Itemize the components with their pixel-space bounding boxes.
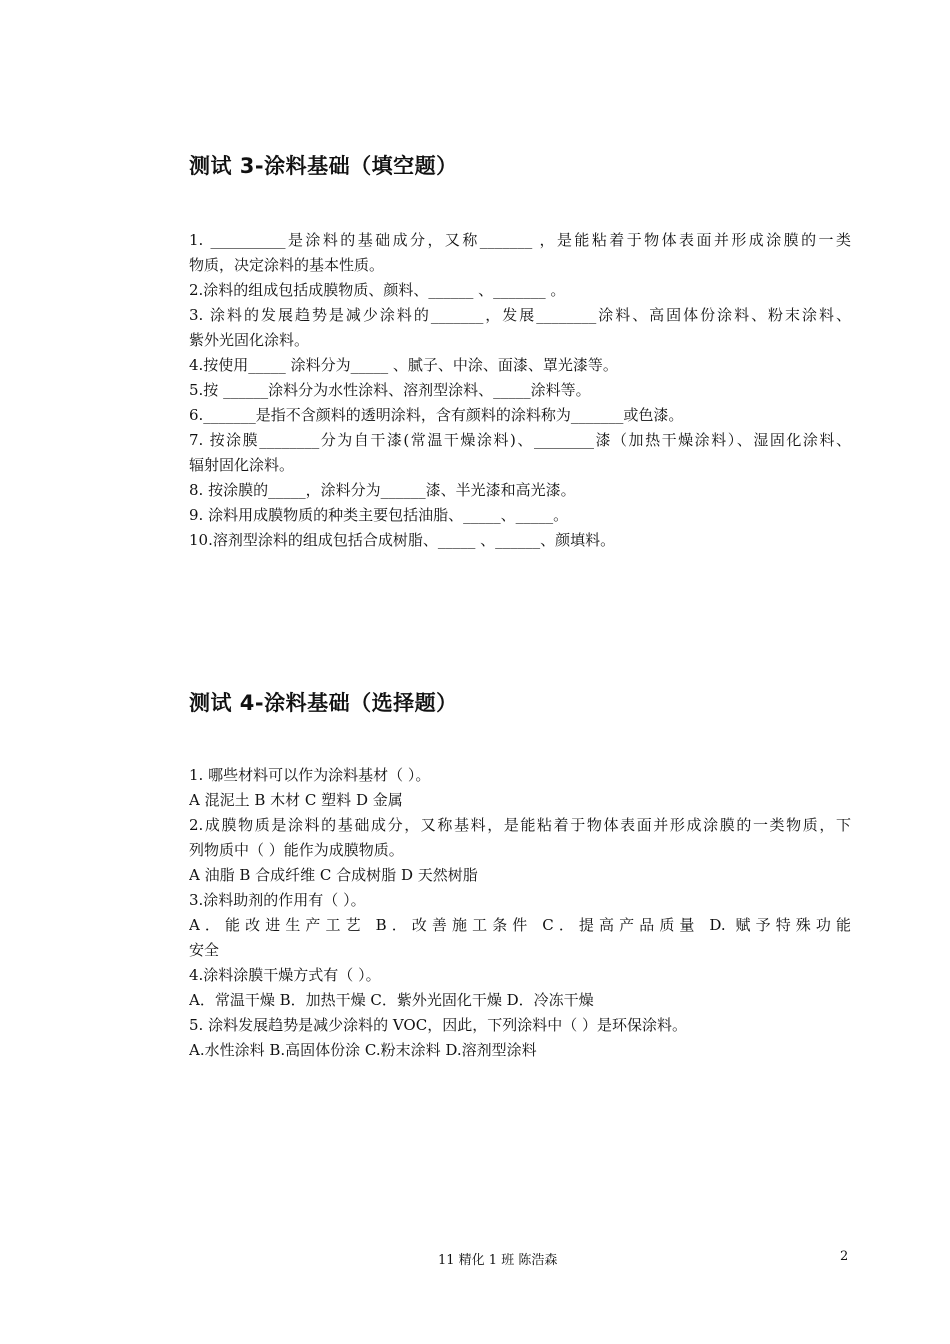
section4-line: A.水性涂料 B.高固体份涂 C.粉末涂料 D.溶剂型涂料 xyxy=(189,1041,537,1059)
section4-line: 3.涂料助剂的作用有（ ）。 xyxy=(189,891,366,909)
footer-page-number: 2 xyxy=(840,1249,849,1264)
section3-line: 3. 涂料的发展趋势是减少涂料的_______，发展________涂料、高固体份涂料、粉末涂料、 xyxy=(189,306,851,324)
section3-line: 7. 按涂膜________分为自干漆(常温干燥涂料)、________漆（加热干燥涂料）、湿固化涂料、 xyxy=(189,431,851,449)
section3-title: 测试 3-涂料基础（填空题） xyxy=(189,154,458,178)
section3-line: 6._______是指不含颜料的透明涂料，含有颜料的涂料称为_______或色漆。 xyxy=(189,406,684,424)
section3-line: 4.按使用_____ 涂料分为_____ 、腻子、中涂、面漆、罩光漆等。 xyxy=(189,356,618,374)
section4-title: 测试 4-涂料基础（选择题） xyxy=(189,691,458,715)
section4-line: A．能改进生产工艺 B．改善施工条件 C．提高产品质量 D. 赋予特殊功能 xyxy=(189,916,851,934)
section3-line: 物质，决定涂料的基本性质。 xyxy=(189,256,385,274)
section3-line: 辐射固化涂料。 xyxy=(189,456,295,474)
section4-line: 2.成膜物质是涂料的基础成分，又称基料，是能粘着于物体表面并形成涂膜的一类物质，下 xyxy=(189,816,851,834)
section3-line: 2.涂料的组成包括成膜物质、颜料、______ 、_______ 。 xyxy=(189,281,566,299)
section4-line: A 混泥土 B 木材 C 塑料 D 金属 xyxy=(189,791,403,809)
section3-questions xyxy=(189,228,851,553)
section4-line: A．常温干燥 B．加热干燥 C．紫外光固化干燥 D．冷冻干燥 xyxy=(189,991,594,1009)
section4-line: A 油脂 B 合成纤维 C 合成树脂 D 天然树脂 xyxy=(189,866,478,884)
section4-line: 5. 涂料发展趋势是减少涂料的 VOC，因此，下列涂料中（ ）是环保涂料。 xyxy=(189,1016,687,1034)
section4-questions xyxy=(189,763,851,1063)
section4-line: 列物质中（ ）能作为成膜物质。 xyxy=(189,841,404,859)
section3-line: 5.按 ______涂料分为水性涂料、溶剂型涂料、_____涂料等。 xyxy=(189,381,591,399)
section3-line: 10.溶剂型涂料的组成包括合成树脂、_____ 、______、颜填料。 xyxy=(189,531,616,549)
section4-line: 4.涂料涂膜干燥方式有（ ）。 xyxy=(189,966,381,984)
section3-line: 1. __________是涂料的基础成分，又称_______ ，是能粘着于物体表面并形成涂膜的一类 xyxy=(189,231,851,249)
section3-line: 紫外光固化涂料。 xyxy=(189,331,310,349)
footer-author: 11 精化 1 班 陈浩森 xyxy=(438,1253,558,1268)
section3-line: 8. 按涂膜的_____，涂料分为______漆、半光漆和高光漆。 xyxy=(189,481,576,499)
section4-line: 安全 xyxy=(189,941,220,959)
section4-line: 1. 哪些材料可以作为涂料基材（ ）。 xyxy=(189,766,431,784)
section3-line: 9. 涂料用成膜物质的种类主要包括油脂、_____、_____。 xyxy=(189,506,569,524)
